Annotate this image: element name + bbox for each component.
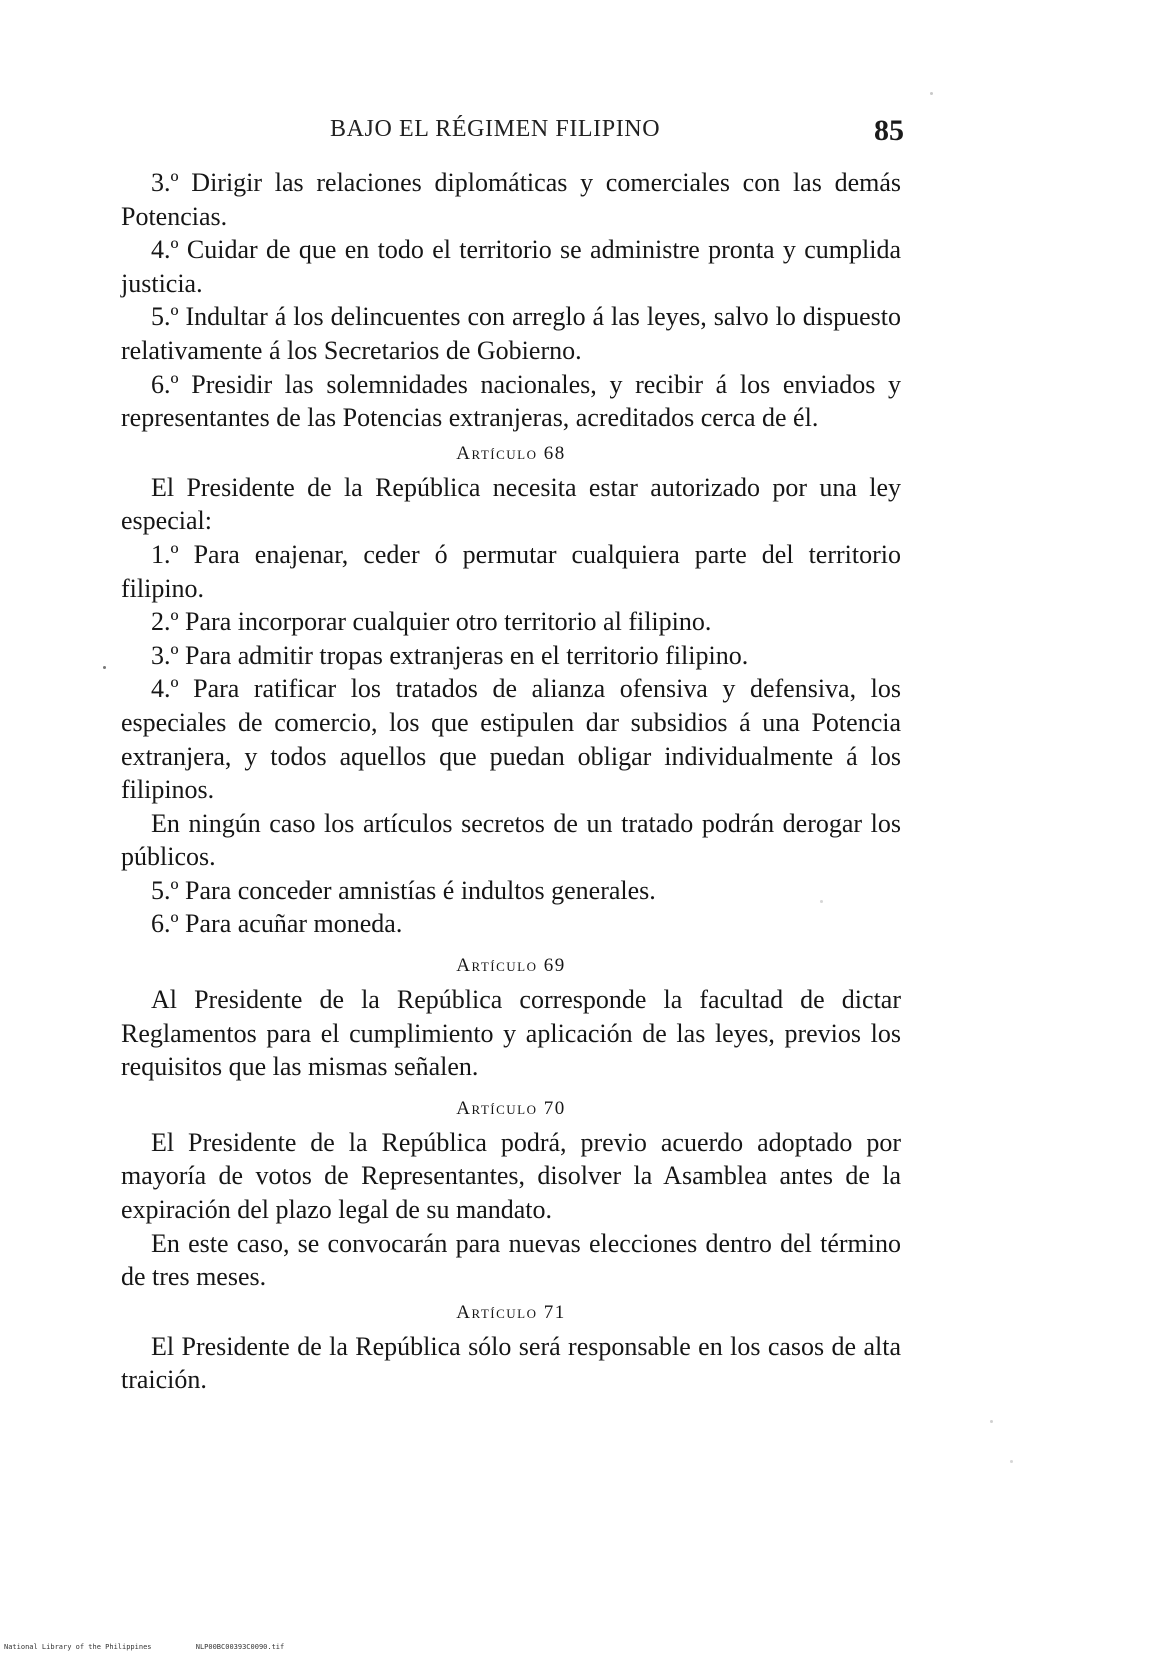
scan-footer [4, 1643, 324, 1651]
article-70-note: En este caso, se convocarán para nuevas elecciones dentro del término de tres meses. [121, 1228, 901, 1292]
scan-speck [103, 666, 106, 669]
article-69-text: Al Presidente de la República corresponde la facultad de dictar Reglamentos para el cumplimiento y aplicación de las leyes, previos los requisitos que las mismas señalen. [121, 985, 901, 1082]
article-68-heading: Artículo 68 [456, 442, 566, 464]
scan-speck [930, 92, 933, 95]
article-71-text: El Presidente de la República sólo será responsable en los casos de alta traición. [121, 1331, 901, 1395]
article-68-item-1: 1.º Para enajenar, ceder ó permutar cualquiera parte del territorio filipino. [121, 539, 901, 603]
article-71-heading: Artículo 71 [456, 1301, 566, 1323]
paragraph-item-6: 6.º Presidir las solemnidades nacionales, y recibir á los enviados y representantes de las Potencias extranjeras, acreditados cerca de él. [121, 369, 901, 433]
scan-speck [820, 900, 823, 903]
paragraph-item-4: 4.º Cuidar de que en todo el territorio se administre pronta y cumplida justicia. [121, 235, 901, 298]
scan-speck [1010, 1460, 1013, 1463]
page-body [121, 166, 901, 1397]
article-68-item-6: 6.º Para acuñar moneda. [151, 909, 403, 939]
article-70-heading: Artículo 70 [456, 1097, 566, 1119]
article-68-item-4: 4.º Para ratificar los tratados de alianza ofensiva y defensiva, los especiales de comercio, los que estipulen dar subsidios á una Potencia extranjera, y todos aquellos que puedan obligar individualmente á los filipinos. [121, 674, 901, 805]
article-68-intro: El Presidente de la República necesita estar autorizado por una ley especial: [121, 472, 901, 536]
page-number: 85 [874, 114, 904, 147]
library-credit: National Library of the Philippines [4, 1643, 152, 1651]
article-68-item-3: 3.º Para admitir tropas extranjeras en el territorio filipino. [151, 640, 749, 670]
article-68-item-2: 2.º Para incorporar cualquier otro territorio al filipino. [151, 607, 712, 637]
paragraph-item-5: 5.º Indultar á los delincuentes con arreglo á las leyes, salvo lo dispuesto relativamente á los Secretarios de Gobierno. [121, 302, 901, 365]
scan-id: NLP00BC00393C0090.tif [195, 1643, 285, 1651]
article-70-text: El Presidente de la República podrá, previo acuerdo adoptado por mayoría de votos de Representantes, disolver la Asamblea antes de la expiración del plazo legal de su mandato. [121, 1127, 901, 1225]
article-68-note: En ningún caso los artículos secretos de un tratado podrán derogar los públicos. [121, 808, 901, 872]
scan-speck [990, 1420, 993, 1423]
running-title: BAJO EL RÉGIMEN FILIPINO [330, 116, 661, 142]
paragraph-item-3: 3.º Dirigir las relaciones diplomáticas y comerciales con las demás Potencias. [121, 168, 901, 231]
article-68-item-5: 5.º Para conceder amnistías é indultos generales. [151, 875, 656, 905]
article-69-heading: Artículo 69 [456, 955, 566, 977]
